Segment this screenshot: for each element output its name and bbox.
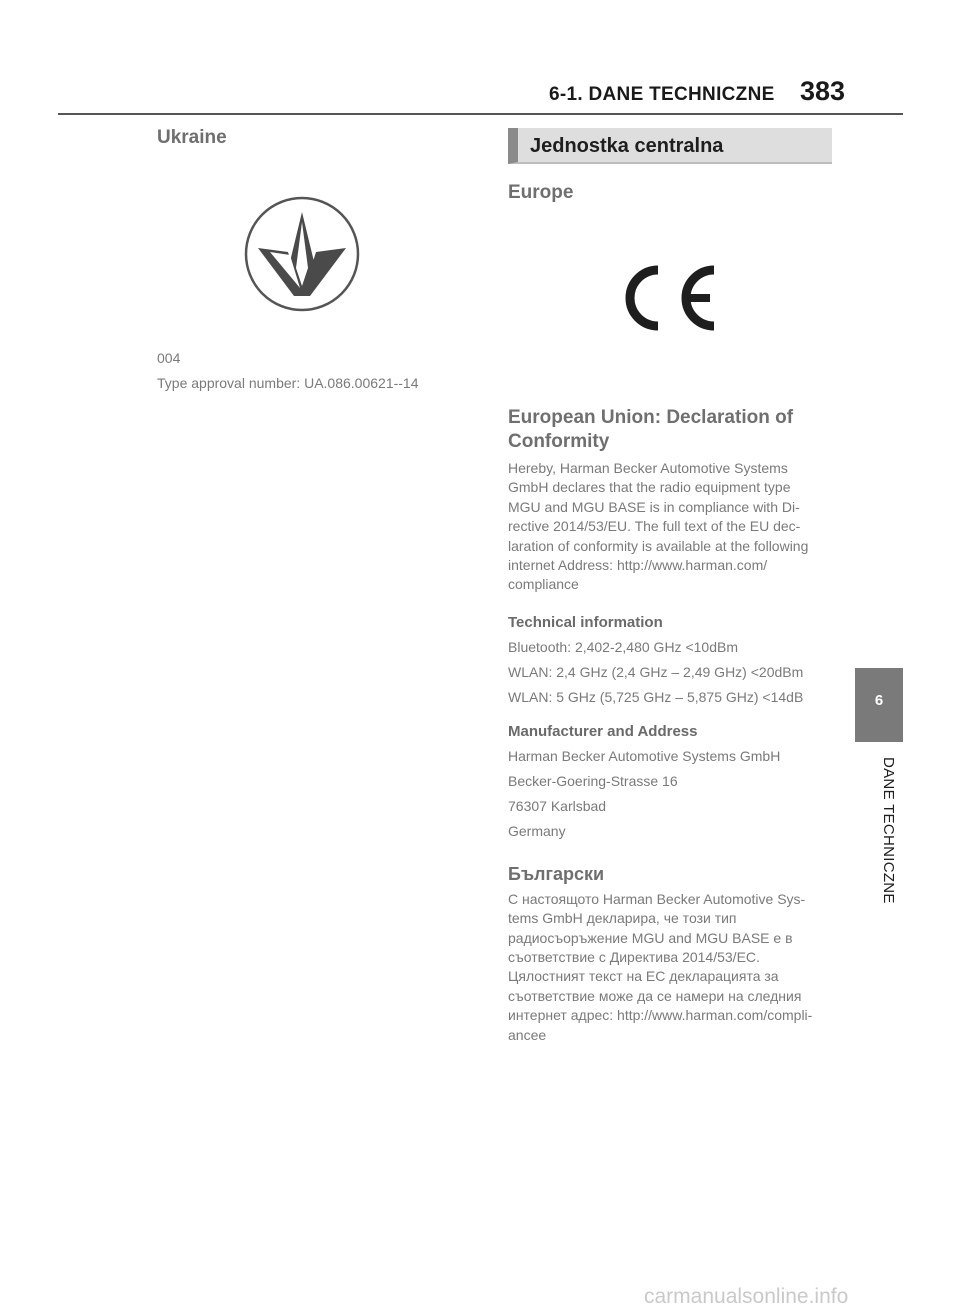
europe-heading: Europe	[508, 182, 574, 203]
ukraine-conformity-mark-icon	[242, 192, 362, 316]
list-item: WLAN: 5 GHz (5,725 GHz – 5,875 GHz) <14dB	[508, 688, 804, 705]
left-column	[157, 126, 467, 396]
chapter-tab-number: 6	[874, 692, 884, 709]
text-line: съответствие с Директива 2014/53/ЕС.	[508, 949, 760, 966]
list-item: Harman Becker Automotive Systems GmbH	[508, 747, 781, 764]
list-item: Bluetooth: 2,402-2,480 GHz <10dBm	[508, 638, 738, 655]
text-line: compliance	[508, 576, 579, 593]
text-line: tems GmbH декларира, че този тип	[508, 910, 737, 927]
ukraine-code: 004	[157, 350, 181, 366]
eu-declaration-heading-line2: Conformity	[508, 431, 610, 452]
page-number: 383	[800, 76, 846, 106]
text-line: MGU and MGU BASE is in compliance with Di-	[508, 498, 800, 515]
watermark: carmanualsonline.info	[644, 1285, 849, 1308]
section-box	[508, 128, 832, 164]
ce-mark-icon	[618, 262, 718, 334]
list-item: 76307 Karlsbad	[508, 797, 607, 814]
manufacturer-address	[508, 744, 833, 844]
list-item: Germany	[508, 822, 566, 839]
header-divider	[58, 113, 903, 115]
list-item: Becker-Goering-Strasse 16	[508, 772, 678, 789]
manufacturer-heading: Manufacturer and Address	[508, 722, 698, 740]
section-title: 6-1. DANE TECHNICZNE	[549, 84, 775, 105]
text-line: rective 2014/53/EU. The full text of the EU dec-	[508, 518, 801, 535]
text-line: Hereby, Harman Becker Automotive Systems	[508, 460, 788, 476]
bulgarian-heading: Български	[508, 863, 605, 884]
text-line: Цялостният текст на ЕС декларацията за	[508, 968, 779, 985]
text-line: internet Address: http://www.harman.com/	[508, 557, 768, 574]
ukraine-approval-number: Type approval number: UA.086.00621--14	[157, 375, 419, 391]
eu-declaration-text	[508, 459, 833, 595]
text-line: ancee	[508, 1026, 547, 1043]
chapter-tab-label: DANE TECHNICZNE	[880, 757, 897, 904]
text-line: съответствие може да се намери на следния	[508, 987, 802, 1004]
text-line: GmbH declares that the radio equipment type	[508, 479, 791, 496]
eu-declaration-heading-line1: European Union: Declaration of	[508, 407, 794, 428]
text-line: laration of conformity is available at the following	[508, 537, 809, 554]
section-box-title: Jednostka centralna	[530, 135, 724, 157]
bulgarian-text	[508, 890, 833, 1045]
text-line: С настоящото Harman Becker Automotive Sys-	[508, 890, 806, 907]
text-line: интернет адрес: http://www.harman.com/compli-	[508, 1007, 813, 1024]
chapter-tab	[855, 668, 903, 742]
right-column	[508, 126, 833, 1045]
ukraine-heading: Ukraine	[157, 127, 227, 148]
list-item: WLAN: 2,4 GHz (2,4 GHz – 2,49 GHz) <20dBm	[508, 663, 804, 680]
text-line: радиосъоръжение MGU and MGU BASE е в	[508, 929, 793, 946]
technical-info-list	[508, 635, 833, 710]
technical-info-heading: Technical information	[508, 613, 663, 631]
